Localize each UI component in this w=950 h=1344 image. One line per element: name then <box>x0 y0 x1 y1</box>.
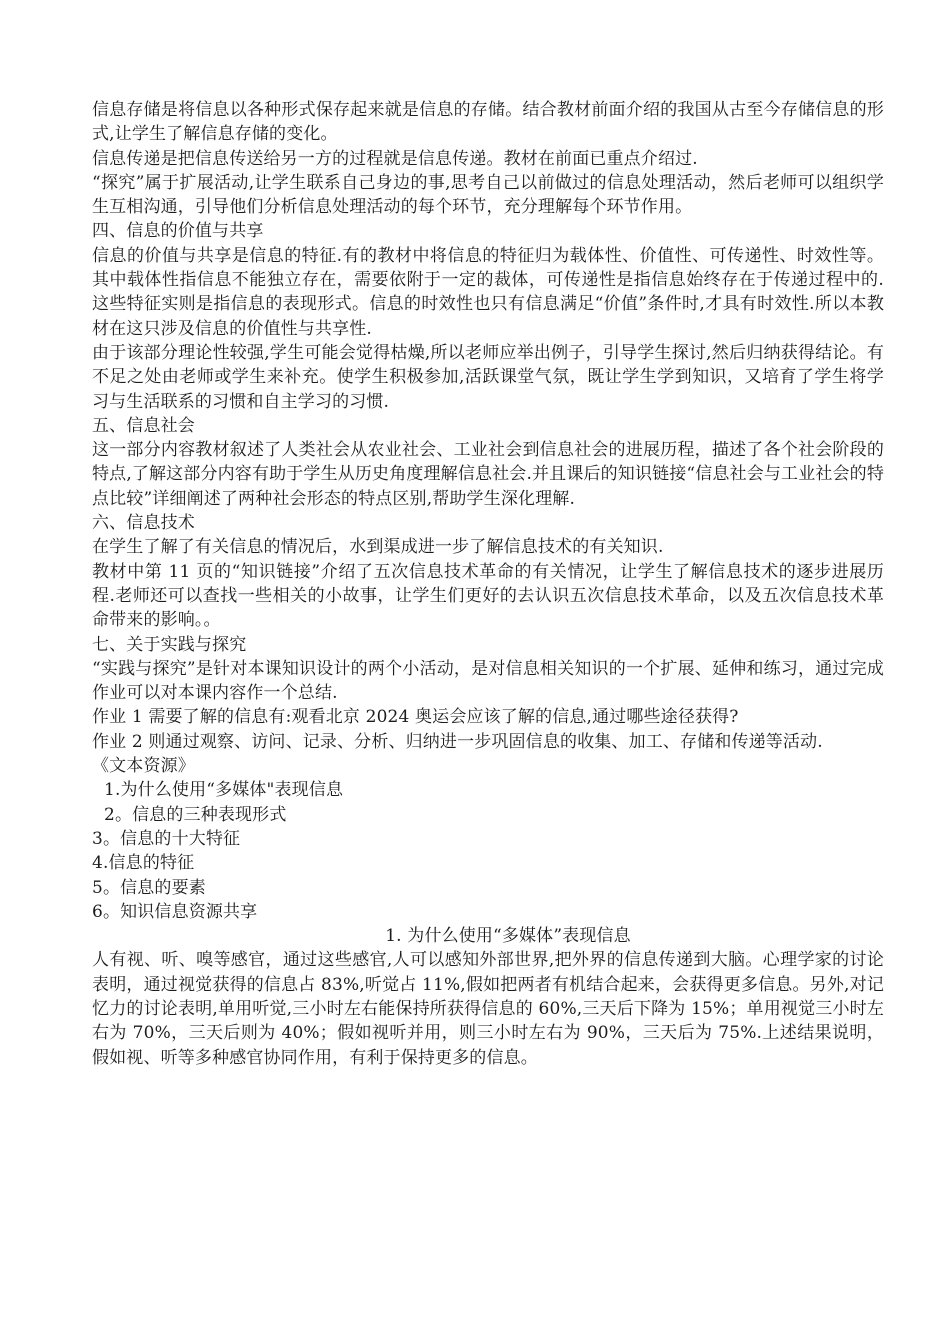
paragraph-multimedia-body: 人有视、听、嗅等感官，通过这些感官,人可以感知外部世界,把外界的信息传递到大脑。心理学家的讨论表明，通过视觉获得的信息占 83%,听觉占 11%,假如把两者有机结合起来，会获得更多信息。另外,对记忆力的讨论表明,单用听觉,三小时左右能保持所获得信息的 60%,三天后下降为 15%；单用视觉三小时左右为 70%，三天后则为 40%；假如视听并用，则三小时左右为 90%，三天后为 75%.上述结果说明，假如视、听等多种感官协同作用，有利于保持更多的信息。 <box>92 950 884 1068</box>
heading-info-technology: 六、信息技术 <box>92 513 195 534</box>
paragraph-practice-explore: “实践与探究”是针对本课知识设计的两个小活动，是对信息相关知识的一个扩展、延伸和练习，通过完成作业可以对本课内容作一个总结. <box>92 658 884 704</box>
paragraph-value-sharing: 信息的价值与共享是信息的特征.有的教材中将信息的特征归为载体性、价值性、可传递性、时效性等。其中载体性指信息不能独立存在，需要依附于一定的裁体，可传递性是指信息始终存在于传递过程中的.这些特征实则是指信息的表现形式。信息的时效性也只有信息满足“价值”条件时,才具有时效性.所以本教材在这只涉及信息的价值性与共享性. <box>92 245 884 339</box>
toc-link-multimedia[interactable]: 1.为什么使用“多媒体"表现信息 <box>104 780 344 801</box>
toc-link-ten-features[interactable]: 3。信息的十大特征 <box>92 828 241 849</box>
paragraph-info-technology-intro: 在学生了解了有关信息的情况后，水到渠成进一步了解信息技术的有关知识. <box>92 537 664 558</box>
document-body <box>92 98 884 1070</box>
toc-link-three-forms[interactable]: 2。信息的三种表现形式 <box>104 804 287 825</box>
toc-link-resource-sharing[interactable]: 6。知识信息资源共享 <box>92 901 258 922</box>
toc-link-features[interactable]: 4.信息的特征 <box>92 853 195 874</box>
paragraph-explore: “探究”属于扩展活动,让学生联系自己身边的事,思考自己以前做过的信息处理活动，然后老师可以组织学生互相沟通，引导他们分析信息处理活动的每个环节，充分理解每个环节作用。 <box>92 172 884 218</box>
paragraph-info-society: 这一部分内容教材叙述了人类社会从农业社会、工业社会到信息社会的进展历程，描述了各个社会阶段的特点,了解这部分内容有助于学生从历史角度理解信息社会.并且课后的知识链接“信息社会与工业社会的特点比较”详细阐述了两种社会形态的特点区别,帮助学生深化理解. <box>92 440 884 509</box>
paragraph-info-technology-revolutions: 教材中第 11 页的“知识链接”介绍了五次信息技术革命的有关情况，让学生了解信息技术的逐步进展历程.老师还可以查找一些相关的小故事，让学生们更好的去认识五次信息技术革命，以及五次信息技术革命带来的影响。。 <box>92 561 884 631</box>
paragraph-teaching-method: 由于该部分理论性较强,学生可能会觉得枯燥,所以老师应举出例子，引导学生探讨,然后归纳获得结论。有不足之处由老师或学生来补充。使学生积极参加,活跃课堂气氛，既让学生学到知识，又培育了学生将学习与生活联系的习惯和自主学习的习惯. <box>92 342 884 412</box>
toc-link-elements[interactable]: 5。信息的要素 <box>92 877 206 898</box>
paragraph-assignment-2: 作业 2 则通过观察、访问、记录、分析、归纳进一步巩固信息的收集、加工、存储和传递等活动. <box>92 731 823 752</box>
paragraph-info-transmission: 信息传递是把信息传送给另一方的过程就是信息传递。教材在前面已重点介绍过. <box>92 148 698 169</box>
section-title-multimedia: 1. 为什么使用“多媒体”表现信息 <box>385 926 631 947</box>
paragraph-assignment-1: 作业 1 需要了解的信息有:观看北京 2024 奥运会应该了解的信息,通过哪些途径获得? <box>92 707 739 728</box>
heading-value-sharing: 四、信息的价值与共享 <box>92 221 264 242</box>
paragraph-info-storage: 信息存储是将信息以各种形式保存起来就是信息的存储。结合教材前面介绍的我国从古至今存储信息的形式,让学生了解信息存储的变化。 <box>92 100 884 145</box>
heading-info-society: 五、信息社会 <box>92 415 195 436</box>
resources-heading: 《文本资源》 <box>92 756 195 777</box>
heading-practice-explore: 七、关于实践与探究 <box>92 634 247 655</box>
